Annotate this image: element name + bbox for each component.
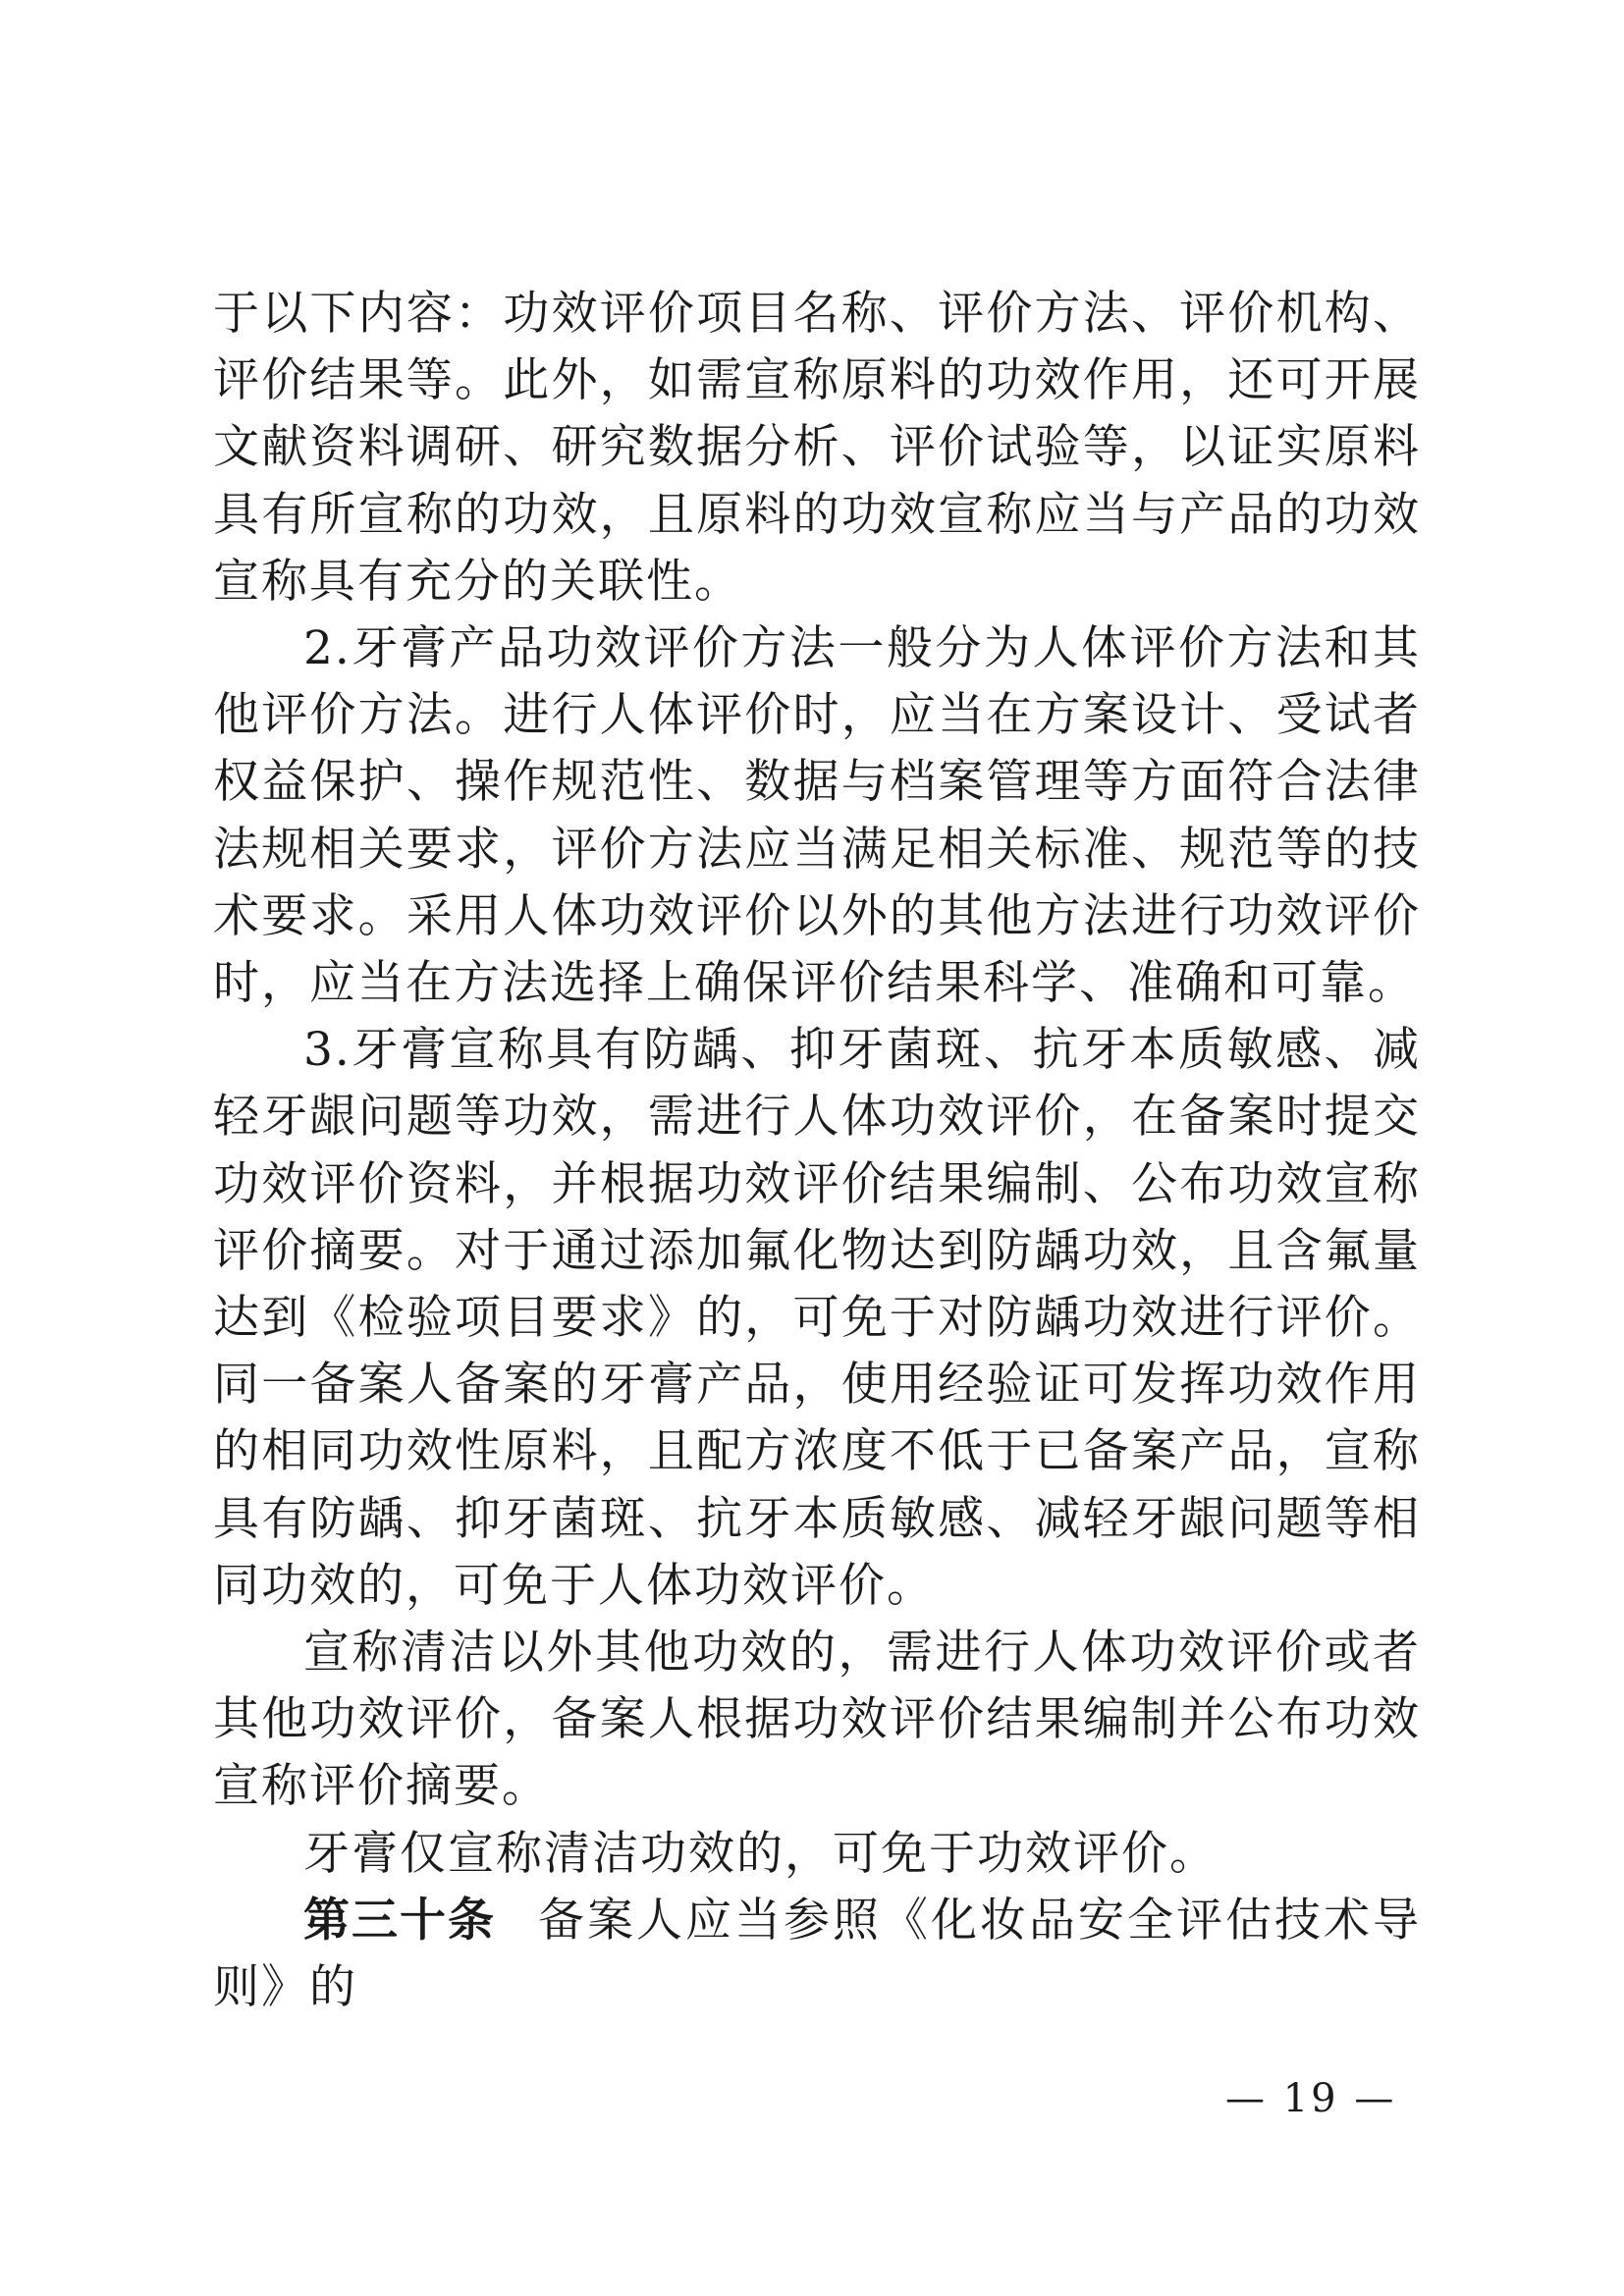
document-body xyxy=(213,281,1421,2021)
paragraph-cleaning-only: 牙膏仅宣称清洁功效的，可免于功效评价。 xyxy=(303,1826,1218,1881)
paragraph-continuation: 于以下内容：功效评价项目名称、评价方法、评价机构、评价结果等。此外，如需宣称原料的功效作用，还可开展文献资料调研、研究数据分析、评价试验等，以证实原料具有所宣称的功效，且原料的功效宣称应当与产品的功效宣称具有充分的关联性。 xyxy=(213,287,1421,609)
paragraph-other-claims: 宣称清洁以外其他功效的，需进行人体功效评价或者其他功效评价，备案人根据功效评价结果编制并公布功效宣称评价摘要。 xyxy=(213,1626,1421,1814)
paragraph-item-3: 3.牙膏宣称具有防龋、抑牙菌斑、抗牙本质敏感、减轻牙龈问题等功效，需进行人体功效评价，在备案时提交功效评价资料，并根据功效评价结果编制、公布功效宣称评价摘要。对于通过添加氟化物达到防龋功效，且含氟量达到《检验项目要求》的，可免于对防龋功效进行评价。同一备案人备案的牙膏产品，使用经验证可发挥功效作用的相同功效性原料，且配方浓度不低于已备案产品，宣称具有防龋、抑牙菌斑、抗牙本质敏感、减轻牙龈问题等相同功效的，可免于人体功效评价。 xyxy=(213,1023,1421,1613)
article-text: 备案人应当参照《化妆品安全评估技术导则》的 xyxy=(213,1893,1421,2015)
paragraph-item-2: 2.牙膏产品功效评价方法一般分为人体评价方法和其他评价方法。进行人体评价时，应当在方案设计、受试者权益保护、操作规范性、数据与档案管理等方面符合法律法规相关要求，评价方法应当满足相关标准、规范等的技术要求。采用人体功效评价以外的其他方法进行功效评价时，应当在方法选择上确保评价结果科学、准确和可靠。 xyxy=(213,621,1421,1011)
article-heading: 第三十条 xyxy=(303,1893,496,1948)
article-30-paragraph xyxy=(213,1888,1421,2021)
page-number: — 19 — xyxy=(1225,2076,1397,2121)
